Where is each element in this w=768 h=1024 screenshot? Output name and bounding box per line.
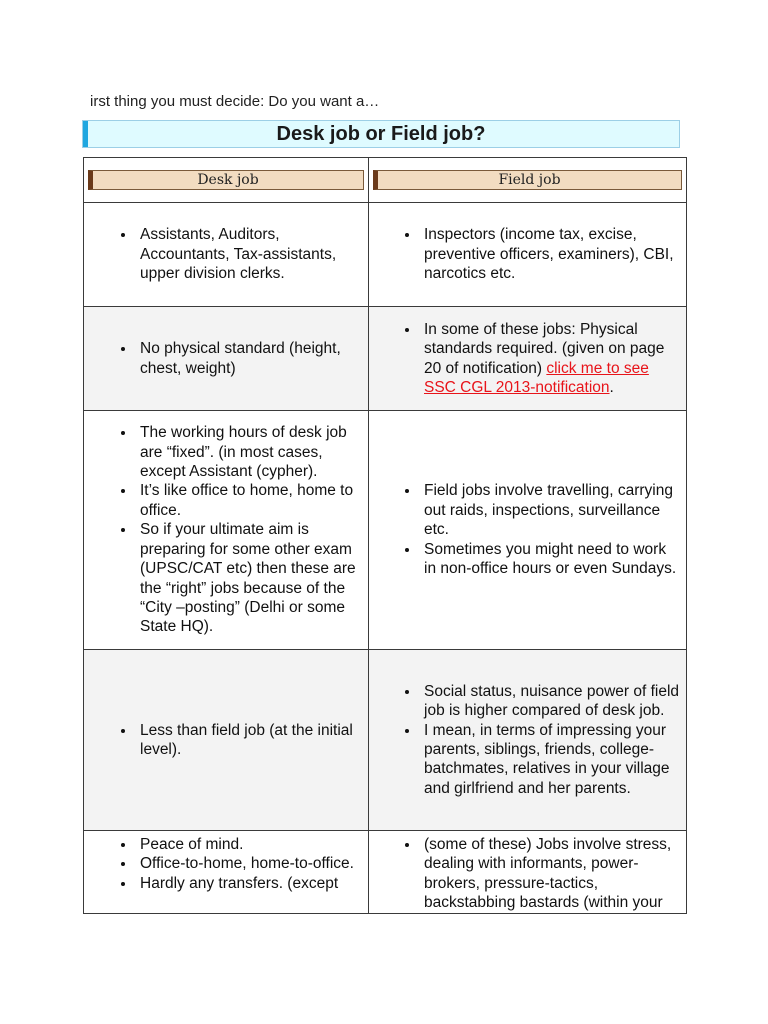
title-banner [82, 120, 680, 148]
list-item-text: . [609, 378, 614, 396]
list-item: • (some of these) Jobs involve stress, dealing with informants, power-brokers, pressure-tactics, backstabbing bastards (within your [420, 835, 682, 913]
header-cell-desk [84, 158, 369, 203]
list-item: • So if your ultimate aim is preparing for some other exam (UPSC/CAT etc) then these are the “right” jobs because of the “City –posting” (Delhi or some State HQ). [136, 520, 364, 636]
field-cell [369, 650, 687, 831]
desk-cell [84, 650, 369, 831]
table-row [84, 831, 687, 914]
list-item: • No physical standard (height, chest, weight) [136, 339, 364, 378]
list-item: • I mean, in terms of impressing your parents, siblings, friends, college-batchmates, relatives in your village and girlfriend and her parents. [420, 721, 682, 799]
list-item: • Hardly any transfers. (except [136, 874, 364, 893]
comparison-table [83, 157, 687, 914]
list-item: • Inspectors (income tax, excise, preventive officers, examiners), CBI, narcotics etc. [420, 225, 682, 283]
field-cell [369, 831, 687, 914]
notification-link[interactable]: click me to see SSC CGL 2013-notification [424, 359, 649, 396]
list-item [420, 320, 682, 398]
table-row [84, 307, 687, 411]
header-field-job: Field job [373, 170, 682, 190]
field-cell [369, 411, 687, 650]
table-row [84, 650, 687, 831]
table-header-row [84, 158, 687, 203]
list-item: • Less than field job (at the initial level). [136, 721, 364, 760]
header-cell-field [369, 158, 687, 203]
comparison-table-container [83, 157, 687, 915]
table-row [84, 411, 687, 650]
list-item: • Office-to-home, home-to-office. [136, 854, 364, 873]
desk-cell [84, 411, 369, 650]
list-item: • Field jobs involve travelling, carrying out raids, inspections, surveillance etc. [420, 481, 682, 539]
list-item: • Social status, nuisance power of field job is higher compared of desk job. [420, 682, 682, 721]
list-item-text: In some of these jobs: Physical standards required. (given on page 20 of notification) [424, 320, 665, 377]
page-title: Desk job or Field job? [276, 123, 486, 145]
header-desk-job: Desk job [88, 170, 364, 190]
desk-cell [84, 307, 369, 411]
list-item: • Sometimes you might need to work in non-office hours or even Sundays. [420, 540, 682, 579]
list-item: • The working hours of desk job are “fixed”. (in most cases, except Assistant (cypher). [136, 423, 364, 481]
desk-cell [84, 831, 369, 914]
list-item: • Assistants, Auditors, Accountants, Tax-assistants, upper division clerks. [136, 225, 364, 283]
intro-text: irst thing you must decide: Do you want a… [90, 93, 380, 110]
table-row [84, 203, 687, 307]
field-cell [369, 307, 687, 411]
list-item: • Peace of mind. [136, 835, 364, 854]
list-item: • It’s like office to home, home to office. [136, 481, 364, 520]
desk-cell [84, 203, 369, 307]
field-cell [369, 203, 687, 307]
